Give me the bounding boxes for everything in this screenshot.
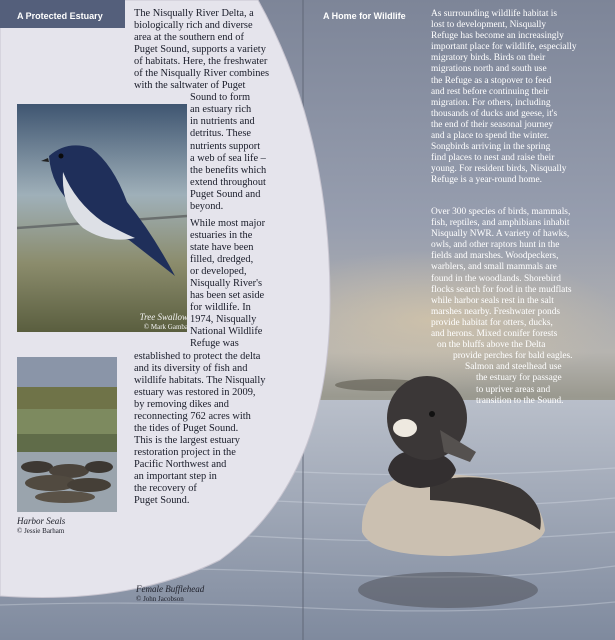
right-p2-line: flocks search for food in the mudflats <box>431 284 572 295</box>
left-p2-line: estuary was restored in 2009, <box>134 386 256 398</box>
right-p2-line: marshes nearby. Freshwater ponds <box>431 306 561 317</box>
left-p2-line: Refuge was <box>190 338 239 350</box>
left-p2-line: state have been <box>190 242 254 254</box>
bufflehead-caption-title: Female Bufflehead <box>136 584 205 594</box>
left-p1-line: area at the southern end of <box>134 32 244 44</box>
right-p1-line: lost to development, Nisqually <box>431 20 547 31</box>
left-p1-line: detritus. These <box>190 128 251 140</box>
right-paragraph-1 <box>431 9 611 187</box>
bufflehead-caption-credit: © John Jacobson <box>136 595 184 603</box>
left-p1-line: the benefits which <box>190 164 267 176</box>
left-p1-line: of the Nisqually River combines <box>134 68 270 80</box>
left-paragraph-2 <box>134 218 324 507</box>
left-p2-line: This is the largest estuary <box>134 434 241 446</box>
right-p1-line: the end of their seasonal journey <box>431 119 554 130</box>
right-p1-line: migrations north and south use <box>431 64 547 75</box>
right-p2-line: while harbor seals rest in the salt <box>431 295 554 306</box>
left-p2-line: Pacific Northwest and <box>134 458 227 470</box>
left-p2-line: the recovery of <box>134 483 197 495</box>
harbor-seals-caption-title: Harbor Seals <box>17 516 66 526</box>
left-p1-line: nutrients support <box>190 140 261 152</box>
left-p2-line: or developed, <box>190 266 247 278</box>
left-p2-line: has been set aside <box>190 290 265 302</box>
left-p2-line: 1974, Nisqually <box>190 314 257 326</box>
left-p1-line: Sound to form <box>190 92 251 104</box>
harbor-seals-caption <box>17 516 127 535</box>
left-p2-line: Puget Sound. <box>134 495 190 507</box>
left-p1-line: Puget Sound, supports a variety <box>134 44 266 56</box>
right-p1-line: and a place to spend the winter. <box>431 131 549 142</box>
right-p1-line: As surrounding wildlife habitat is <box>431 9 558 19</box>
right-p2-line: owls, and other raptors hunt in the <box>431 240 560 251</box>
left-p2-line: by removing dikes and <box>134 398 229 410</box>
right-p2-line: provide perches for bald eagles. <box>453 351 573 362</box>
right-p1-line: find places to nest and raise their <box>431 153 555 164</box>
left-heading: A Protected Estuary <box>17 11 103 21</box>
left-p1-line: beyond. <box>190 200 224 212</box>
right-p2-line: Salmon and steelhead use <box>465 362 562 373</box>
left-p2-line: wildlife habitats. The Nisqually <box>134 374 266 386</box>
right-p2-line: to upriver areas and <box>476 384 551 395</box>
harbor-seals-photo <box>17 357 117 512</box>
left-p2-line: for wildlife. In <box>190 302 251 314</box>
right-p1-line: thousands of ducks and geese, it's <box>431 108 558 119</box>
left-p1-line: with the saltwater of Puget <box>134 80 246 92</box>
left-p1-line: an estuary rich <box>190 104 252 116</box>
left-p1-line: biologically rich and diverse <box>134 20 253 32</box>
right-p2-line: Over 300 species of birds, mammals, <box>431 207 571 217</box>
right-p1-line: important place for wildlife, especially <box>431 42 577 53</box>
right-p2-line: and herons. Mixed conifer forests <box>431 329 558 340</box>
right-p2-line: Nisqually NWR. A variety of hawks, <box>431 229 570 240</box>
left-p2-line: reconnecting 762 acres with <box>134 410 251 422</box>
right-p1-line: and rest before continuing their <box>431 86 549 97</box>
right-p2-line: on the bluffs above the Delta <box>437 340 546 351</box>
left-p1-line: in nutrients and <box>190 116 255 128</box>
left-p2-line: an important step in <box>134 470 217 482</box>
left-p1-line: extend throughout <box>190 176 266 188</box>
right-p2-line: the estuary for passage <box>476 373 562 384</box>
left-p2-line: While most major <box>190 218 266 229</box>
left-paragraph-1 <box>134 8 324 213</box>
right-paragraph-2 <box>431 207 613 407</box>
left-p2-line: the tides of Puget Sound. <box>134 422 239 434</box>
left-p2-line: estuaries in the <box>190 230 253 242</box>
left-p2-line: established to protect the delta <box>134 350 261 362</box>
left-p1-line: a web of sea life – <box>190 152 266 164</box>
right-p1-line: Songbirds arriving in the spring <box>431 142 551 153</box>
bufflehead-caption <box>136 584 256 603</box>
right-p1-line: the Refuge as a stopover to feed <box>431 75 552 86</box>
left-p1-line: of habitats. Here, the freshwater <box>134 56 268 68</box>
left-p1-line: The Nisqually River Delta, a <box>134 8 254 19</box>
left-p2-line: restoration project in the <box>134 446 236 458</box>
right-p1-line: migration. For others, including <box>431 97 551 108</box>
right-p1-line: migratory birds. Birds on their <box>431 53 546 64</box>
right-p2-line: fish, reptiles, and amphibians inhabit <box>431 218 570 229</box>
left-p2-line: filled, dredged, <box>190 254 254 266</box>
right-p2-line: provide habitat for otters, ducks, <box>431 317 553 328</box>
left-p2-line: and its diversity of fish and <box>134 362 248 374</box>
right-p2-line: fields and marshes. Woodpeckers, <box>431 251 559 262</box>
right-p1-line: Refuge has become an increasingly <box>431 31 564 42</box>
left-p1-line: Puget Sound and <box>190 188 261 200</box>
right-p2-line: found in the woodlands. Shorebird <box>431 273 561 284</box>
right-p2-line: transition to the Sound. <box>476 395 564 406</box>
right-p1-line: Refuge is a year-round home. <box>431 175 542 186</box>
right-p1-line: young. For resident birds, Nisqually <box>431 164 567 175</box>
left-p2-line: Nisqually River's <box>190 278 263 290</box>
tree-swallow-caption-credit: © Mark Gamba <box>143 323 188 331</box>
right-heading: A Home for Wildlife <box>323 11 406 21</box>
right-p2-line: warblers, and small mammals are <box>431 262 557 273</box>
left-p2-line: National Wildlife <box>190 326 263 338</box>
tree-swallow-caption-title: Tree Swallow <box>139 312 188 322</box>
harbor-seals-caption-credit: © Jessie Barham <box>17 527 65 535</box>
